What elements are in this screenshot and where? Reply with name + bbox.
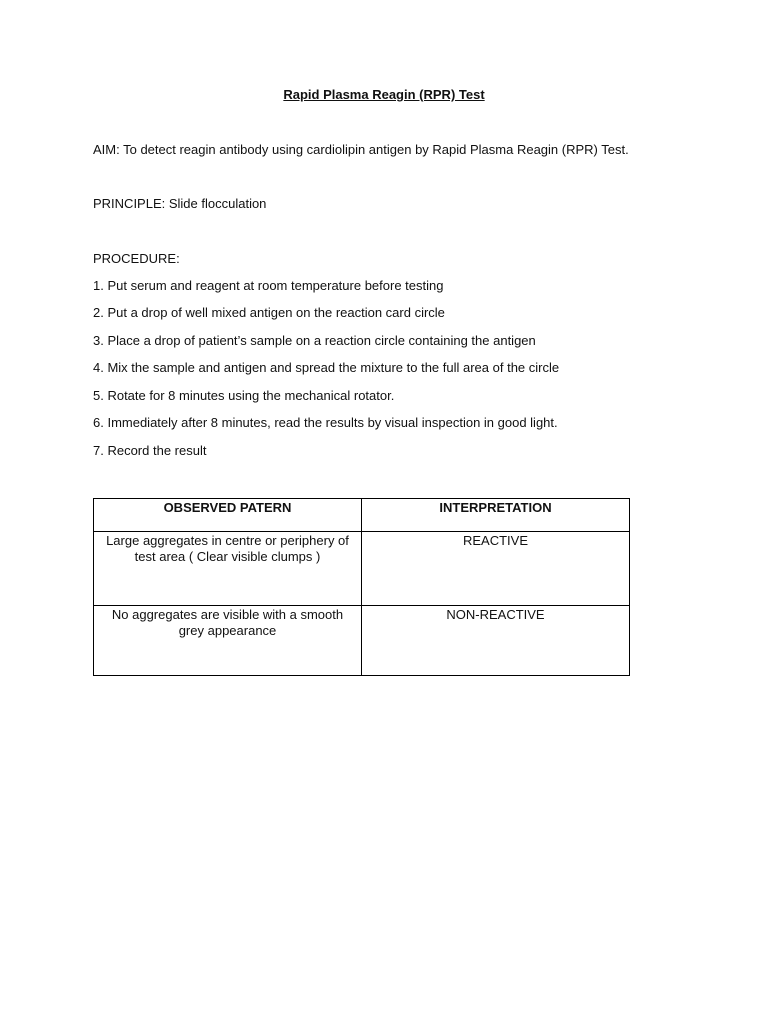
principle-text: PRINCIPLE: Slide flocculation xyxy=(93,196,267,211)
interpretation-cell: NON-REACTIVE xyxy=(362,606,630,676)
procedure-step: 4. Mix the sample and antigen and spread the mixture to the full area of the circle xyxy=(93,360,560,375)
procedure-step: 2. Put a drop of well mixed antigen on the reaction card circle xyxy=(93,305,445,320)
procedure-step: 7. Record the result xyxy=(93,443,207,458)
pattern-cell: No aggregates are visible with a smooth grey appearance xyxy=(94,606,362,676)
document-title: Rapid Plasma Reagin (RPR) Test xyxy=(283,87,485,102)
column-header-pattern: OBSERVED PATERN xyxy=(94,499,362,532)
procedure-step: 5. Rotate for 8 minutes using the mechanical rotator. xyxy=(93,388,395,403)
procedure-step: 1. Put serum and reagent at room temperature before testing xyxy=(93,278,444,293)
results-table xyxy=(93,498,630,676)
pattern-cell: Large aggregates in centre or periphery of test area ( Clear visible clumps ) xyxy=(94,532,362,606)
aim-text: AIM: To detect reagin antibody using cardiolipin antigen by Rapid Plasma Reagin (RPR) Test. xyxy=(93,142,629,157)
table-header-row xyxy=(94,499,630,532)
procedure-step: 3. Place a drop of patient’s sample on a reaction circle containing the antigen xyxy=(93,333,536,348)
table-row xyxy=(94,532,630,606)
table-row xyxy=(94,606,630,676)
procedure-step: 6. Immediately after 8 minutes, read the results by visual inspection in good light. xyxy=(93,415,558,430)
column-header-interpretation: INTERPRETATION xyxy=(362,499,630,532)
procedure-heading: PROCEDURE: xyxy=(93,251,180,266)
interpretation-cell: REACTIVE xyxy=(362,532,630,606)
